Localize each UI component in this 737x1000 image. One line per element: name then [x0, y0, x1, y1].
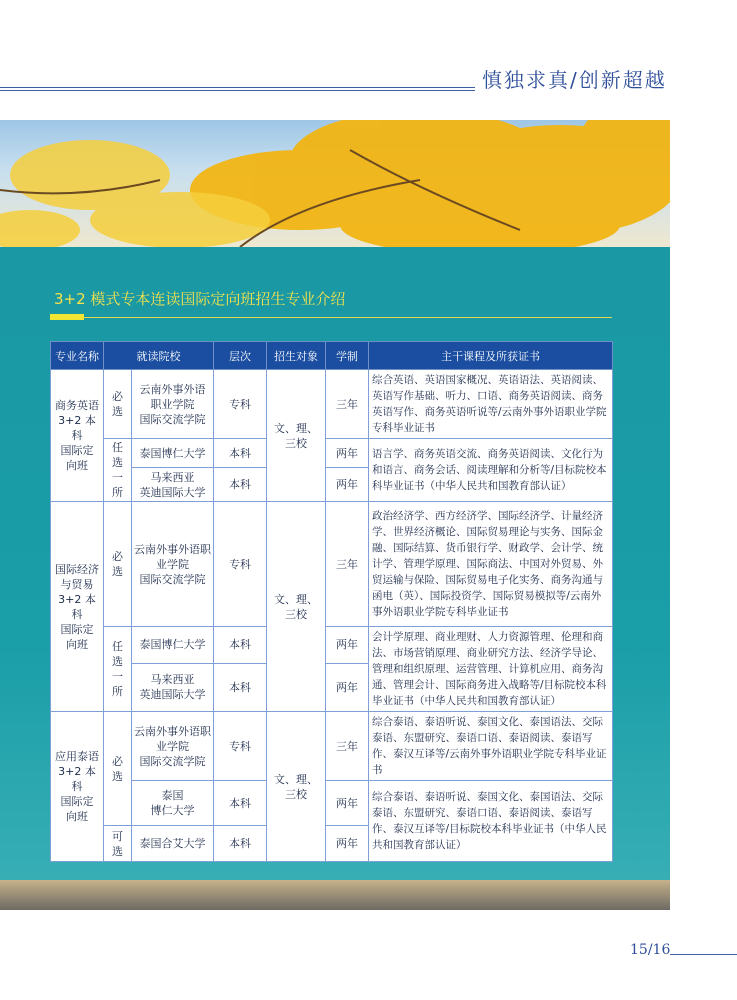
program-table: [50, 341, 613, 862]
table-row: [51, 712, 613, 781]
col-courses: 主干课程及所获证书: [369, 342, 613, 370]
school-cell: 云南外事外语 职业学院 国际交流学院: [132, 370, 214, 439]
col-years: 学制: [326, 342, 369, 370]
ginkgo-photo: [0, 120, 670, 247]
level-cell: 本科: [214, 627, 267, 664]
table-row: [51, 781, 613, 826]
major-cell: 国际经济 与贸易 3+2 本科 国际定 向班: [51, 502, 104, 712]
level-cell: 本科: [214, 826, 267, 862]
level-cell: 专科: [214, 712, 267, 781]
table-row: [51, 627, 613, 664]
major-cell: 商务英语 3+2 本科 国际定 向班: [51, 370, 104, 502]
school-cell: 云南外事外语职 业学院 国际交流学院: [132, 712, 214, 781]
level-cell: 本科: [214, 439, 267, 468]
years-cell: 两年: [326, 627, 369, 664]
course-cell: 政治经济学、西方经济学、国际经济学、计量经济学、世界经济概论、国际贸易理论与实务、国际金融、国际结算、货币银行学、财政学、会计学、统计学、管理学原理、国际商法、中国对外贸易、外贸运输与保险、国际贸易电子化实务、商务沟通与函电（英）、国际投资学、国际贸易模拟等/云南外事外语职业学院专科毕业证书: [369, 502, 613, 627]
page-number-rule: [670, 954, 737, 955]
course-cell: 会计学原理、商业理财、人力资源管理、伦理和商法、市场营销原理、商业研究方法、经济学导论、管理和组织原理、运营管理、计算机应用、商务沟通、管理会计、国际商务进入战略等/目标院校本科毕业证书（中华人民共和国教育部认证）: [369, 627, 613, 712]
school-cell: 云南外事外语职 业学院 国际交流学院: [132, 502, 214, 627]
course-cell: 综合泰语、泰语听说、泰国文化、泰国语法、交际泰语、东盟研究、泰语口语、泰语阅读、泰语写作、泰汉互译等/云南外事外语职业学院专科毕业证书: [369, 712, 613, 781]
target-cell: 文、理、 三校: [267, 502, 326, 712]
choice-cell: 必 选: [104, 502, 132, 627]
col-level: 层次: [214, 342, 267, 370]
years-cell: 两年: [326, 826, 369, 862]
table-row: [51, 370, 613, 439]
years-cell: 三年: [326, 712, 369, 781]
title-underline: [50, 317, 612, 318]
section-title: 3+2 模式专本连读国际定向班招生专业介绍: [54, 290, 346, 308]
title-accent-bar: [50, 314, 84, 320]
level-cell: 本科: [214, 468, 267, 502]
col-major: 专业名称: [51, 342, 104, 370]
school-cell: 泰国博仁大学: [132, 439, 214, 468]
school-cell: 马来西亚 英迪国际大学: [132, 663, 214, 711]
target-cell: 文、理、 三校: [267, 370, 326, 502]
school-cell: 泰国博仁大学: [132, 627, 214, 664]
years-cell: 三年: [326, 370, 369, 439]
school-cell: 马来西亚 英迪国际大学: [132, 468, 214, 502]
table-header-row: [51, 342, 613, 370]
choice-cell: 必 选: [104, 370, 132, 439]
level-cell: 本科: [214, 781, 267, 826]
school-cell: 泰国 博仁大学: [132, 781, 214, 826]
years-cell: 三年: [326, 502, 369, 627]
course-cell: 语言学、商务英语交流、商务英语阅读、文化行为和语言、商务会话、阅读理解和分析等/目标院校本科毕业证书（中华人民共和国教育部认证）: [369, 439, 613, 502]
course-cell: 综合英语、英语国家概况、英语语法、英语阅读、英语写作基础、听力、口语、商务英语阅读、商务英语写作、商务英语听说等/云南外事外语职业学院专科毕业证书: [369, 370, 613, 439]
table-row: [51, 439, 613, 468]
choice-cell: 任 选 一 所: [104, 627, 132, 712]
page-motto: 慎独求真/创新超越: [482, 68, 667, 92]
level-cell: 专科: [214, 370, 267, 439]
road-photo-strip: [0, 880, 670, 910]
choice-cell: 可 选: [104, 826, 132, 862]
table-row: [51, 502, 613, 627]
major-cell: 应用泰语 3+2 本科 国际定 向班: [51, 712, 104, 862]
years-cell: 两年: [326, 663, 369, 711]
choice-cell: 必 选: [104, 712, 132, 826]
course-cell: 综合泰语、泰语听说、泰国文化、泰国语法、交际泰语、东盟研究、泰语口语、泰语阅读、泰语写作、泰汉互译等/目标院校本科毕业证书（中华人民共和国教育部认证）: [369, 781, 613, 862]
years-cell: 两年: [326, 468, 369, 502]
col-school: 就读院校: [104, 342, 214, 370]
level-cell: 本科: [214, 663, 267, 711]
ginkgo-leaves-illustration: [0, 120, 670, 247]
target-cell: 文、理、 三校: [267, 712, 326, 862]
header-rule-2: [0, 90, 475, 91]
years-cell: 两年: [326, 439, 369, 468]
level-cell: 专科: [214, 502, 267, 627]
page-number: 15/16: [630, 942, 671, 958]
header-rule: [0, 87, 475, 88]
choice-cell: 任 选 一 所: [104, 439, 132, 502]
years-cell: 两年: [326, 781, 369, 826]
school-cell: 泰国合艾大学: [132, 826, 214, 862]
col-target: 招生对象: [267, 342, 326, 370]
